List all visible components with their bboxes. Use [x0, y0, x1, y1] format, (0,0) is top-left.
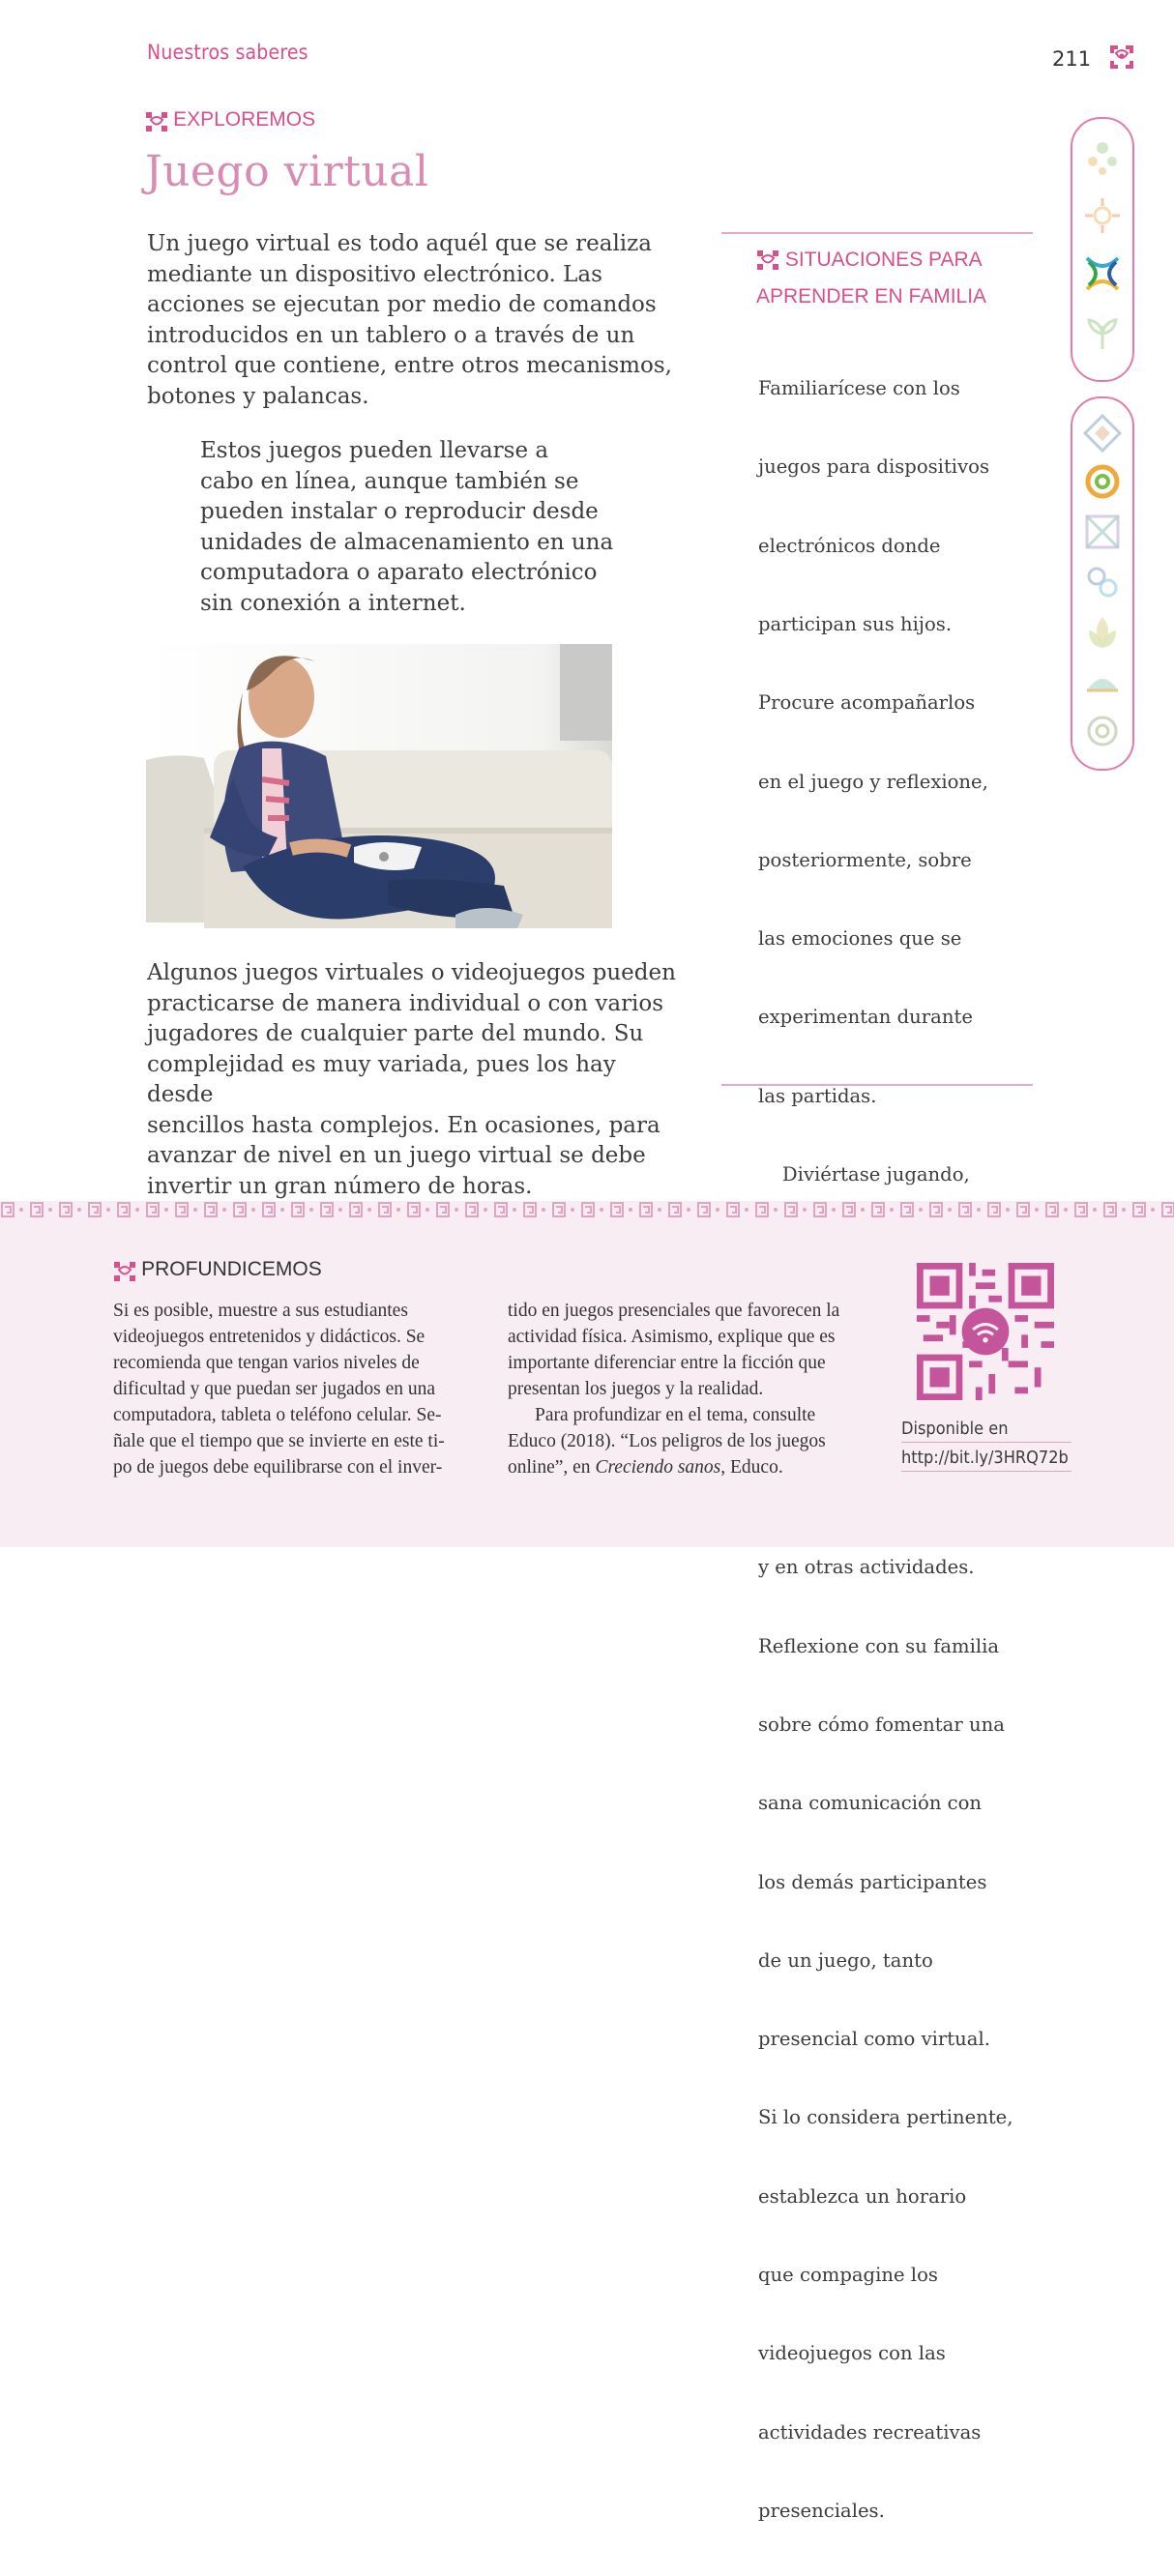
text-line: practicarse de manera individual o con varios — [147, 990, 664, 1016]
ornament-icon — [113, 1261, 136, 1282]
text-line: sin conexión a internet. — [200, 590, 466, 616]
text-line: avanzar de nivel en un juego virtual se debe — [147, 1143, 646, 1168]
intro-paragraph — [147, 229, 689, 412]
rings-icon — [1081, 561, 1124, 603]
text-line: Estos juegos pueden llevarse a — [200, 438, 549, 463]
text-line: videojuegos con las — [758, 2342, 946, 2365]
page-title: Juego virtual — [145, 147, 429, 196]
text-line: Educo (2018). “Los peligros de los juegos — [508, 1431, 826, 1451]
people-icon — [1081, 252, 1124, 295]
text-line: Procure acompañarlos — [758, 691, 976, 715]
text-line: las partidas. — [758, 1084, 877, 1107]
circle-swirl-icon — [1081, 710, 1124, 752]
girl-playing-photo — [146, 644, 612, 928]
text-line: establezca un horario — [758, 2184, 967, 2208]
field-icons-rail — [1071, 117, 1134, 382]
book-title: Creciendo sanos — [595, 1457, 721, 1478]
text-span: , Educo. — [720, 1457, 783, 1478]
text-line: juegos para dispositivos — [758, 455, 989, 479]
family-label-line1: SITUACIONES PARA — [784, 249, 983, 271]
decorative-border — [0, 1199, 1174, 1220]
deepen-column-1 — [113, 1298, 477, 1480]
complexity-paragraph — [147, 958, 689, 1202]
text-line: experimentan durante — [758, 1006, 973, 1029]
text-line: Un juego virtual es todo aquél que se realiza — [147, 231, 652, 256]
deepen-label — [113, 1258, 322, 1282]
text-line: Familiarícese con los — [758, 377, 960, 400]
text-line: mediante un dispositivo electrónico. Las — [147, 261, 602, 287]
ornament-icon — [756, 249, 779, 271]
qr-code-icon — [917, 1263, 1054, 1400]
text-line: en el juego y reflexione, — [758, 770, 988, 793]
text-line: actividad física. Asimismo, explique que es — [508, 1327, 836, 1347]
ornament-icon — [145, 111, 168, 132]
text-line: sencillos hasta complejos. En ocasiones, para — [147, 1112, 660, 1138]
text-line: las emociones que se — [758, 927, 962, 951]
text-line: Reflexione con su familia — [758, 1634, 1000, 1657]
text-line — [508, 1454, 871, 1480]
text-line: unidades de almacenamiento en una — [200, 529, 614, 555]
text-line: electrónicos donde — [758, 534, 941, 557]
text-line: Si es posible, muestre a sus estudiantes — [113, 1301, 408, 1321]
family-label-line2: APRENDER EN FAMILIA — [756, 285, 987, 307]
text-line: de un juego, tanto — [758, 1948, 933, 1972]
text-line: los demás participantes — [758, 1870, 987, 1893]
text-line: Algunos juegos virtuales o videojuegos pueden — [147, 960, 676, 985]
text-line: y en otras actividades. — [758, 1556, 975, 1579]
text-line: tido en juegos presenciales que favorecen la — [508, 1301, 840, 1321]
page-number-text: 211 — [1052, 47, 1092, 71]
text-line: invertir un gran número de horas. — [147, 1173, 533, 1199]
text-line: introducidos en un tablero o a través de un — [147, 322, 635, 348]
axis-icons-rail — [1071, 396, 1134, 771]
spiral-icon — [1081, 460, 1124, 503]
text-line: que compagine los — [758, 2263, 938, 2286]
text-line: dificultad y que puedan ser jugados en una — [113, 1379, 436, 1399]
running-title: Nuestros saberes — [147, 41, 308, 64]
text-line: cabo en línea, aunque también se — [200, 468, 579, 494]
text-line: participan sus hijos. — [758, 613, 953, 636]
text-line: actividades recreativas — [758, 2420, 982, 2444]
text-line: computadora, tableta o teléfono celular. Se- — [113, 1405, 442, 1425]
text-line: recomienda que tengan varios niveles de — [113, 1353, 420, 1373]
shell-icon — [1081, 661, 1124, 704]
family-sidebar-title — [756, 242, 986, 315]
sun-icon — [1081, 194, 1124, 237]
text-line: presentan los juegos y la realidad. — [508, 1379, 764, 1399]
text-line: presenciales. — [758, 2499, 885, 2522]
cross-square-icon — [1081, 511, 1124, 553]
text-line: Si lo considera pertinente, — [758, 2106, 1013, 2129]
text-line: ñale que el tiempo que se invierte en este ti- — [113, 1431, 445, 1451]
plant-icon — [1081, 310, 1124, 353]
text-line: pueden instalar o reproducir desde — [200, 499, 599, 524]
text-span: online”, en — [508, 1457, 596, 1478]
page-number — [1052, 41, 1138, 73]
text-line: botones y palancas. — [147, 383, 369, 409]
text-line: Diviértase jugando, — [758, 1163, 970, 1186]
text-line: complejidad es muy variada, pues los hay desde — [147, 1051, 616, 1107]
explore-label — [145, 108, 315, 132]
leaves-icon — [1081, 136, 1124, 179]
explore-label-text: EXPLOREMOS — [173, 108, 316, 131]
text-line: acciones se ejecutan por medio de comandos — [147, 292, 657, 317]
ornament-icon — [1105, 41, 1138, 73]
text-line: presencial como virtual. — [758, 2028, 990, 2051]
text-line: jugadores de cualquier parte del mundo. Su — [147, 1021, 644, 1046]
text-line: videojuegos entretenidos y didácticos. Se — [113, 1327, 426, 1347]
offline-paragraph — [200, 436, 664, 619]
text-line: sana comunicación con — [758, 1792, 983, 1815]
text-line: Para profundizar en el tema, consulte — [535, 1405, 816, 1425]
lotus-icon — [1081, 611, 1124, 654]
deepen-label-text: PROFUNDICEMOS — [141, 1258, 322, 1280]
text-line: posteriormente, sobre — [758, 848, 972, 871]
text-line: control que contiene, entre otros mecanismos, — [147, 353, 672, 378]
qr-caption: Disponible en — [901, 1419, 1071, 1443]
deepen-column-2 — [508, 1298, 871, 1480]
text-line: computadora o aparato electrónico — [200, 560, 598, 585]
text-line: sobre cómo fomentar una — [758, 1712, 1005, 1736]
text-line: po de juegos debe equilibrarse con el inver- — [113, 1457, 443, 1478]
diamond-icon — [1081, 412, 1124, 454]
qr-link[interactable]: http://bit.ly/3HRQ72b — [901, 1448, 1071, 1472]
text-line: importante diferenciar entre la ficción que — [508, 1353, 826, 1373]
